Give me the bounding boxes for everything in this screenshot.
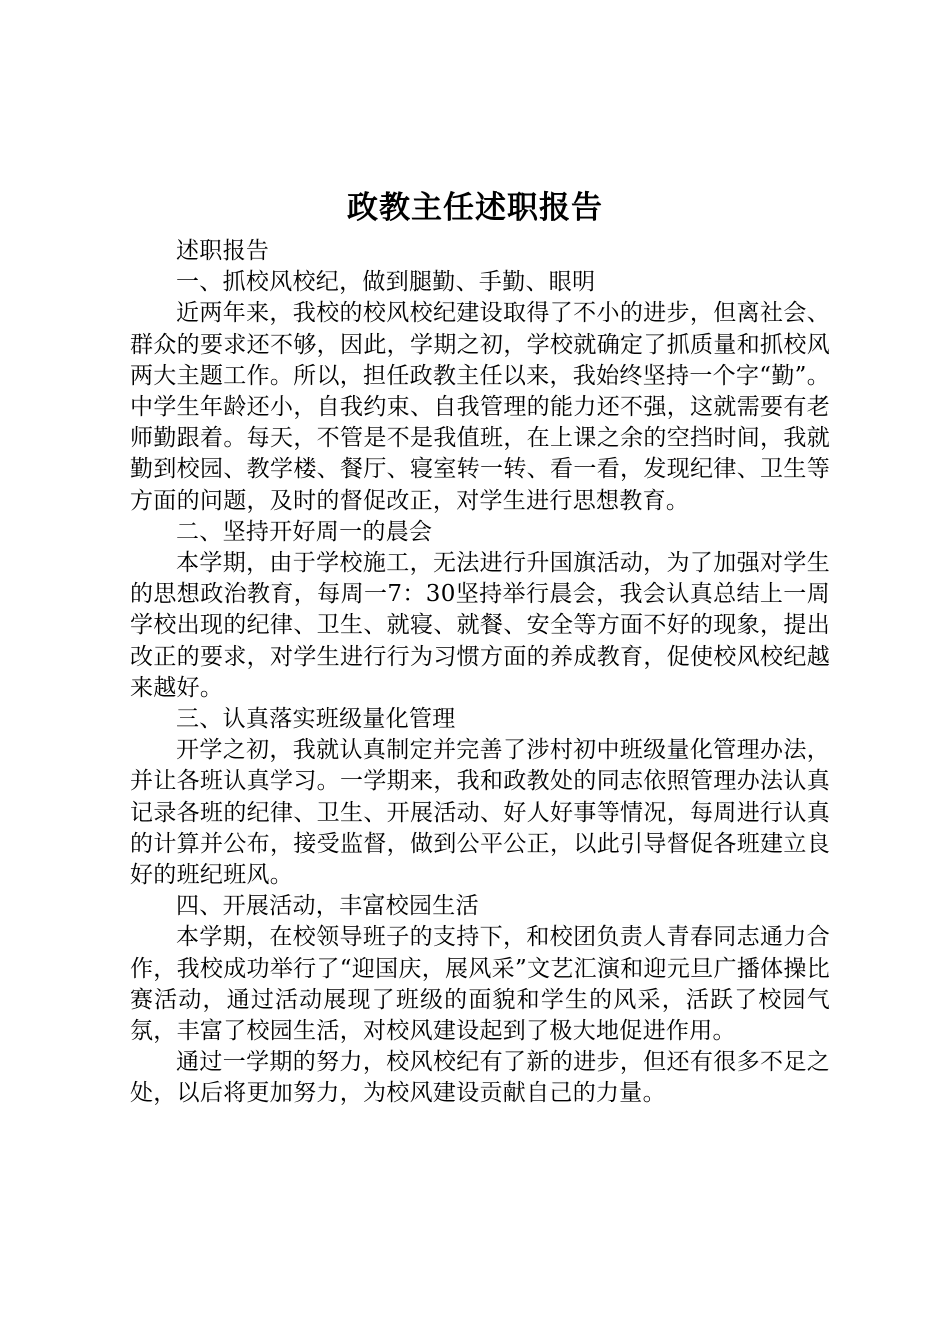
document-title: 政教主任述职报告	[347, 190, 603, 226]
section-heading-3: 三、认真落实班级量化管理	[176, 706, 456, 733]
document-body	[130, 236, 830, 1110]
section-heading-4: 四、开展活动，丰富校园生活	[176, 893, 479, 920]
paragraph-2: 本学期，由于学校施工，无法进行升国旗活动，为了加强对学生的思想政治教育，每周一7：30坚持举行晨会，我会认真总结上一周学校出现的纪律、卫生、就寝、就餐、安全等方面不好的现象，提出改正的要求，对学生进行行为习惯方面的养成教育，促使校风校纪越来越好。	[130, 550, 830, 701]
section-heading-2: 二、坚持开好周一的晨会	[176, 518, 433, 545]
paragraph-1: 近两年来，我校的校风校纪建设取得了不小的进步，但离社会、群众的要求还不够，因此，学期之初，学校就确定了抓质量和抓校风两大主题工作。所以，担任政教主任以来，我始终坚持一个字“勤”。中学生年龄还小，自我约束、自我管理的能力还不强，这就需要有老师勤跟着。每天，不管是不是我值班，在上课之余的空挡时间，我就勤到校园、教学楼、餐厅、寝室转一转、看一看，发现纪律、卫生等方面的问题，及时的督促改正，对学生进行思想教育。	[130, 300, 830, 514]
paragraph-subtitle: 述职报告	[176, 238, 270, 264]
section-heading-1: 一、抓校风校纪，做到腿勤、手勤、眼明	[176, 269, 596, 296]
paragraph-conclusion: 通过一学期的努力，校风校纪有了新的进步，但还有很多不足之处，以后将更加努力，为校风建设贡献自己的力量。	[130, 1049, 830, 1107]
paragraph-4: 本学期，在校领导班子的支持下，和校团负责人青春同志通力合作，我校成功举行了“迎国庆，展风采”文艺汇演和迎元旦广播体操比赛活动，通过活动展现了班级的面貌和学生的风采，活跃了校园气氛，丰富了校园生活，对校风建设起到了极大地促进作用。	[130, 924, 830, 1045]
paragraph-3: 开学之初，我就认真制定并完善了涉村初中班级量化管理办法，并让各班认真学习。一学期来，我和政教处的同志依照管理办法认真记录各班的纪律、卫生、开展活动、好人好事等情况，每周进行认真的计算并公布，接受监督，做到公平公正，以此引导督促各班建立良好的班纪班风。	[130, 737, 830, 889]
